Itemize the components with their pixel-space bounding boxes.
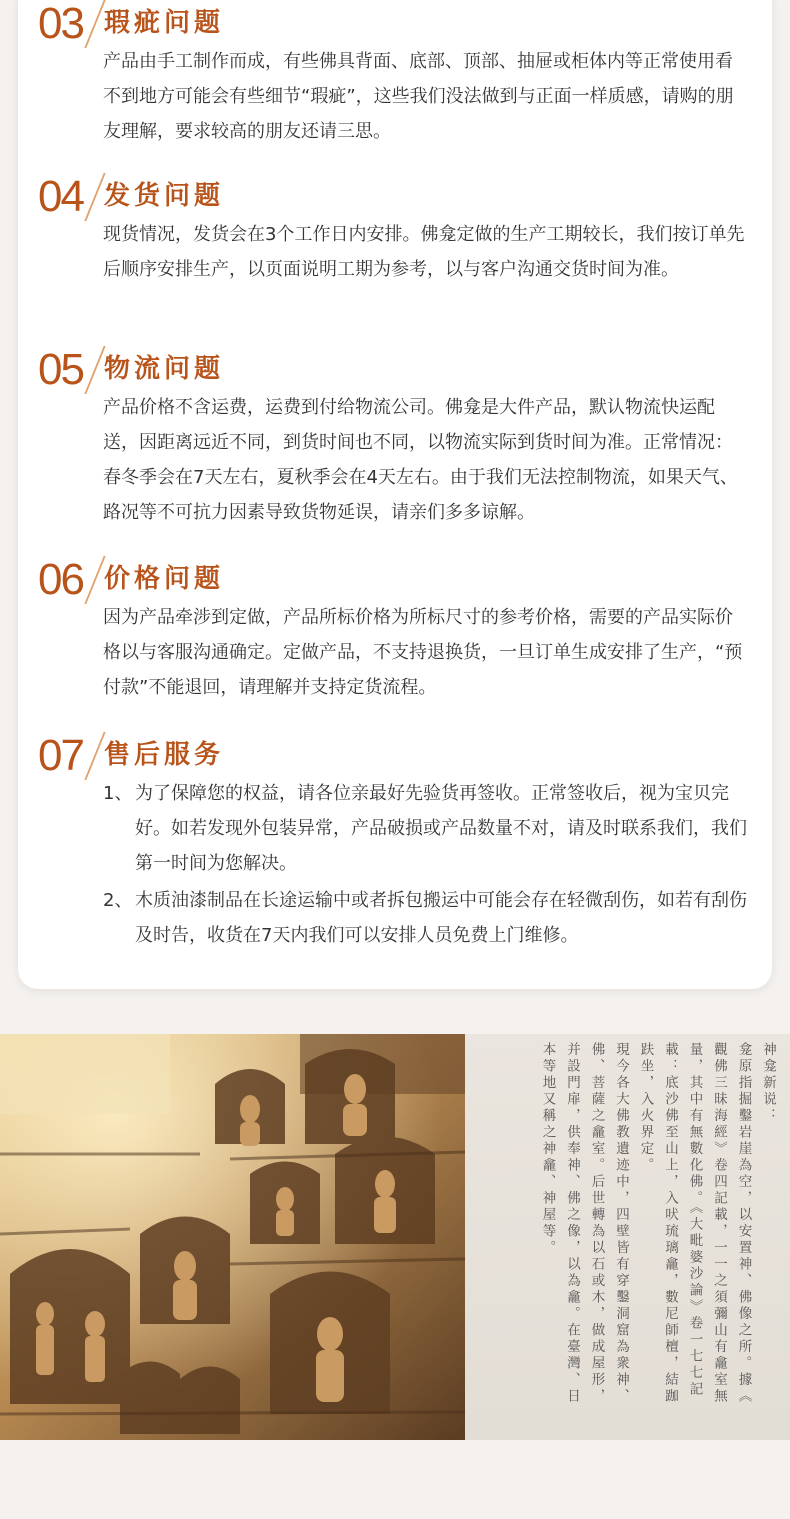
list-item <box>103 883 748 953</box>
list-item <box>103 776 748 881</box>
section-number: 07 <box>38 734 83 778</box>
section-text: 产品由手工制作而成，有些佛具背面、底部、顶部、抽屉或柜体内等正常使用看不到地方可能会有些细节“瑕疵”，这些我们没法做到与正面一样质感，请购的朋友理解，要求较高的朋友还请三思。 <box>103 51 734 142</box>
section-text: 产品价格不含运费，运费到付给物流公司。佛龛是大件产品，默认物流快运配送，因距离远近不同，到货时间也不同，以物流实际到货时间为准。正常情况：春冬季会在7天左右，夏秋季会在4天左右。由于我们无法控制物流，如果天气、路况等不可抗力因素导致货物延误，请亲们多多谅解。 <box>103 397 738 523</box>
list-item-text: 木质油漆制品在长途运输中或者拆包搬运中可能会存在轻微刮伤，如若有刮伤及时告，收货在7天内我们可以安排人员免费上门维修。 <box>135 890 747 946</box>
description-column: 現今各大佛教遺迹中，四壁皆有穿鑿洞窟為衆神、 <box>613 1042 629 1405</box>
section-title: 价格问题 <box>104 564 225 594</box>
shrine-description <box>535 1042 780 1434</box>
section-title: 发货问题 <box>104 181 225 211</box>
list-item-text: 为了保障您的权益，请各位亲最好先验货再签收。正常签收后，视为宝贝完好。如若发现外包装异常，产品破损或产品数量不对，请及时联系我们，我们第一时间为您解决。 <box>135 783 747 874</box>
section-number: 05 <box>38 348 83 392</box>
grotto-photo <box>0 1034 465 1440</box>
list-item-number: 2、 <box>103 890 133 911</box>
text-panel <box>465 1034 790 1440</box>
section-number: 03 <box>38 2 83 46</box>
description-column: 本等地又稱之神龕、神屋等。 <box>539 1042 556 1257</box>
description-column: 趺坐，入火界定。 <box>637 1042 654 1174</box>
after-sales-list <box>103 776 748 955</box>
description-column: 龛原指掘鑿岩崖為空，以安置神、佛像之所。據《 <box>735 1042 752 1405</box>
section-title: 瑕疵问题 <box>104 8 225 38</box>
section-text: 因为产品牵涉到定做，产品所标价格为所标尺寸的参考价格，需要的产品实际价格以与客服沟通确定。定做产品，不支持退换货，一旦订单生成安排了生产，“预付款”不能退回，请理解并支持定货流程。 <box>103 607 743 698</box>
description-column: 載：底沙佛至山上，入吠琉璃龕，數尼師檀，結跏 <box>662 1042 678 1405</box>
description-heading: 神龛新说： <box>760 1042 776 1125</box>
list-item-number: 1、 <box>103 783 133 804</box>
section-number: 06 <box>38 558 83 602</box>
description-column: 佛、菩薩之龕室。后世轉為以石或木，做成屋形， <box>588 1042 605 1405</box>
description-column: 并設門扉，供奉神、佛之像，以為龕。在臺灣、日 <box>564 1042 580 1405</box>
section-text: 现货情况，发货会在3个工作日内安排。佛龛定做的生产工期较长，我们按订单先后顺序安排生产，以页面说明工期为参考，以与客户沟通交货时间为准。 <box>103 224 745 280</box>
description-column: 觀佛三昧海經》卷四記載，一一之須彌山有龕室無 <box>711 1042 727 1405</box>
section-title: 售后服务 <box>104 740 225 770</box>
shrine-banner <box>0 1034 790 1440</box>
description-column: 量，其中有無數化佛。《大毗婆沙論》卷一七七記 <box>686 1042 703 1399</box>
section-title: 物流问题 <box>104 354 225 384</box>
section-number: 04 <box>38 175 83 219</box>
